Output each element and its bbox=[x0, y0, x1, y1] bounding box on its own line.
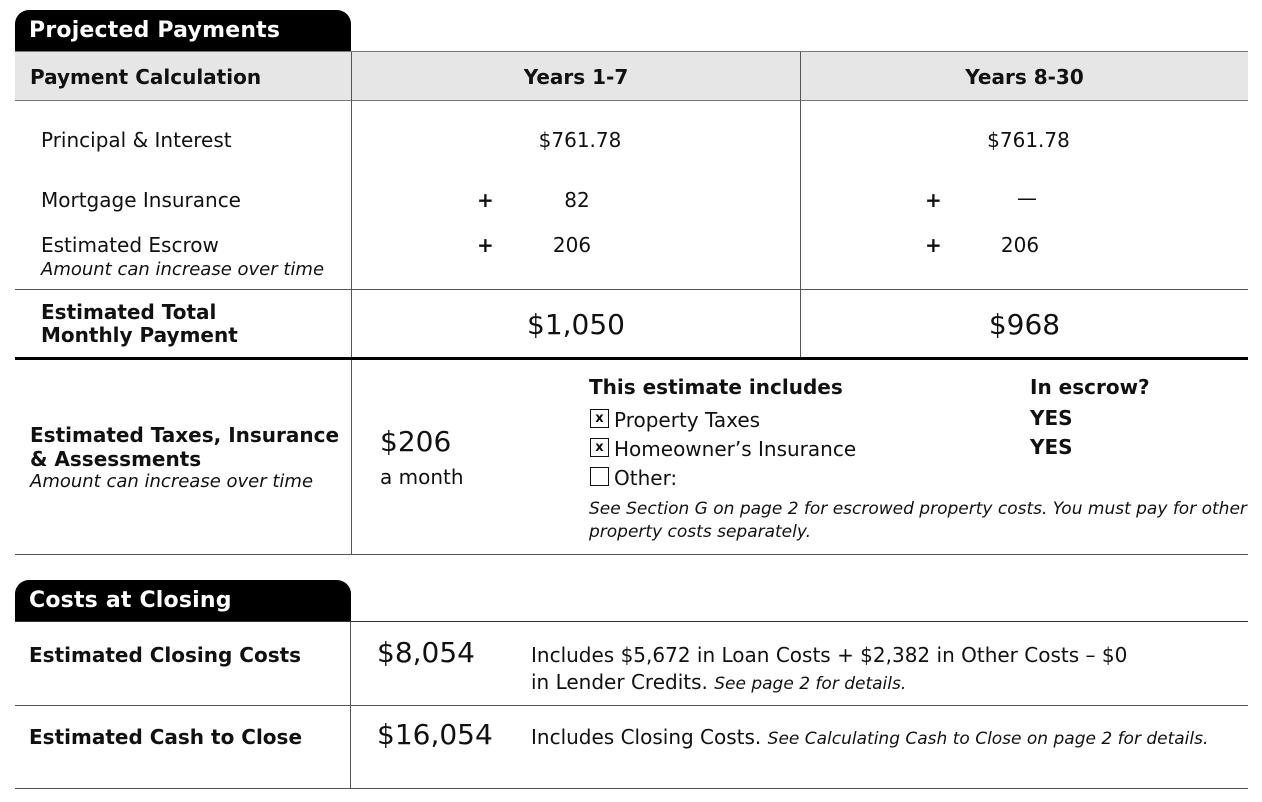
includes-header: This estimate includes bbox=[589, 375, 843, 399]
escrow-label: Estimated Escrow bbox=[41, 233, 219, 257]
escrow-years-8-30: 206 bbox=[1000, 233, 1040, 257]
closing-costs-desc-line2: in Lender Credits. bbox=[531, 670, 708, 694]
taxes-footnote bbox=[589, 498, 1247, 544]
principal-years-8-30: $761.78 bbox=[987, 128, 1070, 152]
divider bbox=[15, 621, 1248, 622]
homeowners-insurance-checkbox: x bbox=[590, 438, 609, 457]
closing-costs-desc-line1: Includes $5,672 in Loan Costs + $2,382 in Other Costs – $0 bbox=[531, 643, 1128, 667]
taxes-footnote-line1: See Section G on page 2 for escrowed property costs. You must pay for other bbox=[589, 499, 1247, 519]
property-taxes-escrow: YES bbox=[1030, 406, 1073, 430]
divider bbox=[15, 705, 1248, 706]
plus-sign: + bbox=[925, 233, 942, 257]
total-payment-label-line2: Monthly Payment bbox=[41, 323, 238, 347]
plus-sign: + bbox=[477, 188, 494, 212]
plus-sign: + bbox=[477, 233, 494, 257]
other-checkbox bbox=[590, 467, 609, 486]
total-years-8-30: $968 bbox=[988, 308, 1061, 341]
section-title: Projected Payments bbox=[29, 18, 281, 43]
mortgage-insurance-years-8-30: — bbox=[1017, 186, 1037, 210]
homeowners-insurance-label: Homeowner’s Insurance bbox=[614, 437, 857, 461]
escrow-header: In escrow? bbox=[1030, 375, 1150, 399]
other-label: Other: bbox=[614, 466, 678, 490]
taxes-label-line1: Estimated Taxes, Insurance bbox=[30, 423, 340, 447]
cash-to-close-desc-row bbox=[531, 725, 1208, 749]
header-payment-calculation: Payment Calculation bbox=[30, 65, 262, 89]
closing-costs-desc-line2-row bbox=[531, 670, 906, 694]
header-years-1-7: Years 1-7 bbox=[523, 65, 629, 89]
divider bbox=[15, 51, 1248, 52]
total-payment-label bbox=[41, 301, 238, 347]
taxes-note: Amount can increase over time bbox=[30, 471, 314, 492]
divider bbox=[15, 289, 1248, 290]
taxes-period: a month bbox=[380, 465, 464, 489]
mortgage-insurance-years-1-7: 82 bbox=[564, 188, 590, 212]
homeowners-insurance-escrow: YES bbox=[1030, 435, 1073, 459]
escrow-note: Amount can increase over time bbox=[41, 259, 325, 280]
property-taxes-label: Property Taxes bbox=[614, 408, 761, 432]
closing-costs-label: Estimated Closing Costs bbox=[29, 643, 302, 667]
taxes-footnote-line2: property costs separately. bbox=[589, 522, 812, 542]
property-taxes-checkbox: x bbox=[590, 409, 609, 428]
divider bbox=[15, 788, 1248, 789]
divider bbox=[351, 360, 352, 554]
closing-costs-desc-note: See page 2 for details. bbox=[714, 674, 907, 694]
cash-to-close-desc-note: See Calculating Cash to Close on page 2 for details. bbox=[767, 729, 1209, 749]
divider bbox=[15, 357, 1248, 360]
taxes-amount: $206 bbox=[380, 425, 452, 458]
divider bbox=[15, 554, 1248, 555]
projected-payments-tab bbox=[15, 10, 351, 51]
closing-costs-amount: $8,054 bbox=[377, 636, 475, 669]
taxes-label bbox=[30, 423, 339, 471]
cash-to-close-amount: $16,054 bbox=[377, 718, 493, 751]
section-title: Costs at Closing bbox=[29, 588, 232, 613]
total-years-1-7: $1,050 bbox=[527, 308, 625, 341]
escrow-years-1-7: 206 bbox=[552, 233, 592, 257]
cash-to-close-desc: Includes Closing Costs. bbox=[531, 725, 762, 749]
mortgage-insurance-label: Mortgage Insurance bbox=[41, 188, 241, 212]
total-payment-label-line1: Estimated Total bbox=[41, 300, 217, 324]
header-years-8-30: Years 8-30 bbox=[965, 65, 1084, 89]
principal-interest-label: Principal & Interest bbox=[41, 128, 232, 152]
costs-at-closing-tab bbox=[15, 580, 351, 621]
divider bbox=[15, 100, 1248, 101]
taxes-label-line2: & Assessments bbox=[30, 447, 202, 471]
plus-sign: + bbox=[925, 188, 942, 212]
cash-to-close-label: Estimated Cash to Close bbox=[29, 725, 303, 749]
principal-years-1-7: $761.78 bbox=[538, 128, 622, 152]
